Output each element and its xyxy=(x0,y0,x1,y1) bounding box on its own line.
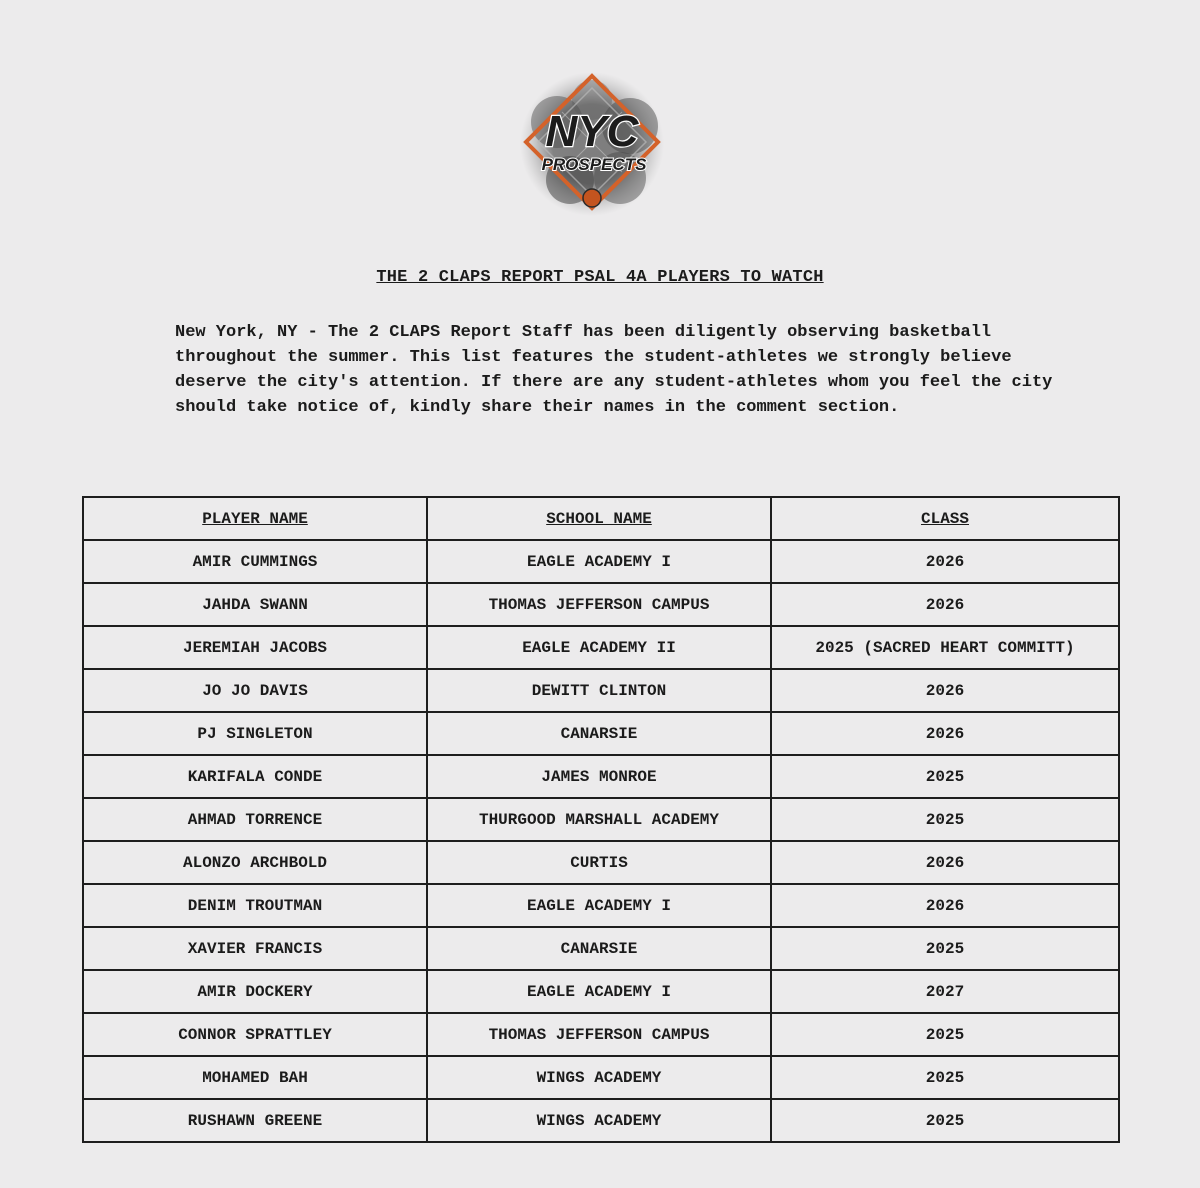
player-name-cell: JAHDA SWANN xyxy=(83,583,427,626)
class-cell: 2026 xyxy=(771,712,1119,755)
class-cell: 2025 xyxy=(771,1056,1119,1099)
table-row xyxy=(83,1099,1119,1142)
school-name-cell: CANARSIE xyxy=(427,712,771,755)
logo-nyc-text: NYC xyxy=(545,107,639,156)
school-name-cell: EAGLE ACADEMY I xyxy=(427,540,771,583)
player-name-cell: ALONZO ARCHBOLD xyxy=(83,841,427,884)
school-name-cell: WINGS ACADEMY xyxy=(427,1099,771,1142)
school-name-cell: THURGOOD MARSHALL ACADEMY xyxy=(427,798,771,841)
table-header-row xyxy=(83,497,1119,540)
report-title: THE 2 CLAPS REPORT PSAL 4A PLAYERS TO WATCH xyxy=(376,268,824,287)
player-name-cell: PJ SINGLETON xyxy=(83,712,427,755)
header-school-name: SCHOOL NAME xyxy=(427,497,771,540)
class-cell: 2025 xyxy=(771,1099,1119,1142)
class-cell: 2027 xyxy=(771,970,1119,1013)
table-row xyxy=(83,1056,1119,1099)
player-name-cell: JEREMIAH JACOBS xyxy=(83,626,427,669)
school-name-cell: EAGLE ACADEMY I xyxy=(427,970,771,1013)
player-name-cell: DENIM TROUTMAN xyxy=(83,884,427,927)
player-name-cell: RUSHAWN GREENE xyxy=(83,1099,427,1142)
class-cell: 2026 xyxy=(771,841,1119,884)
school-name-cell: EAGLE ACADEMY II xyxy=(427,626,771,669)
nyc-prospects-logo xyxy=(512,62,672,222)
class-cell: 2026 xyxy=(771,583,1119,626)
header-class: CLASS xyxy=(771,497,1119,540)
table-row xyxy=(83,712,1119,755)
player-name-cell: AMIR CUMMINGS xyxy=(83,540,427,583)
header-player-name: PLAYER NAME xyxy=(83,497,427,540)
school-name-cell: THOMAS JEFFERSON CAMPUS xyxy=(427,583,771,626)
class-cell: 2026 xyxy=(771,884,1119,927)
table-row xyxy=(83,669,1119,712)
players-table xyxy=(82,496,1120,1143)
school-name-cell: DEWITT CLINTON xyxy=(427,669,771,712)
player-name-cell: MOHAMED BAH xyxy=(83,1056,427,1099)
player-name-cell: XAVIER FRANCIS xyxy=(83,927,427,970)
class-cell: 2025 xyxy=(771,755,1119,798)
school-name-cell: JAMES MONROE xyxy=(427,755,771,798)
table-row xyxy=(83,583,1119,626)
table-row xyxy=(83,927,1119,970)
player-name-cell: AMIR DOCKERY xyxy=(83,970,427,1013)
table-row xyxy=(83,626,1119,669)
table-row xyxy=(83,841,1119,884)
class-cell: 2026 xyxy=(771,540,1119,583)
player-name-cell: JO JO DAVIS xyxy=(83,669,427,712)
player-name-cell: KARIFALA CONDE xyxy=(83,755,427,798)
school-name-cell: EAGLE ACADEMY I xyxy=(427,884,771,927)
school-name-cell: CURTIS xyxy=(427,841,771,884)
class-cell: 2025 (SACRED HEART COMMITT) xyxy=(771,626,1119,669)
class-cell: 2025 xyxy=(771,1013,1119,1056)
player-name-cell: AHMAD TORRENCE xyxy=(83,798,427,841)
basketball-icon xyxy=(583,189,601,207)
table-row xyxy=(83,1013,1119,1056)
logo-prospects-text: PROSPECTS xyxy=(541,155,647,174)
intro-paragraph: New York, NY - The 2 CLAPS Report Staff has been diligently observing basketball throughout the summer. This list features the student-athletes we strongly believe deserve the city's attention. If there are any student-athletes whom you feel the city should take notice of, kindly share their names in the comment section. xyxy=(175,323,1053,417)
class-cell: 2025 xyxy=(771,798,1119,841)
table-row xyxy=(83,970,1119,1013)
school-name-cell: WINGS ACADEMY xyxy=(427,1056,771,1099)
school-name-cell: CANARSIE xyxy=(427,927,771,970)
player-name-cell: CONNOR SPRATTLEY xyxy=(83,1013,427,1056)
table-row xyxy=(83,540,1119,583)
class-cell: 2025 xyxy=(771,927,1119,970)
table-row xyxy=(83,798,1119,841)
table-row xyxy=(83,884,1119,927)
school-name-cell: THOMAS JEFFERSON CAMPUS xyxy=(427,1013,771,1056)
class-cell: 2026 xyxy=(771,669,1119,712)
table-row xyxy=(83,755,1119,798)
